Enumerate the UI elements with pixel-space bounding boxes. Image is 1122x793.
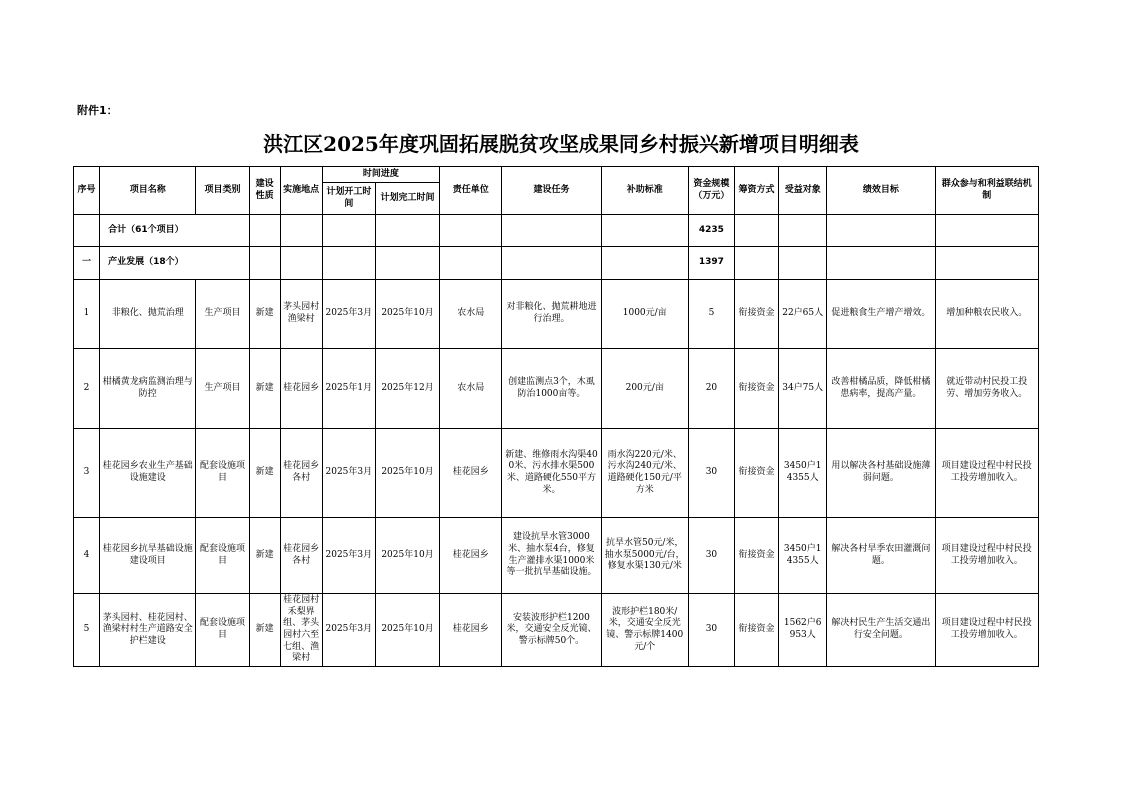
row-unit: 农水局 bbox=[440, 280, 502, 349]
total-funds: 4235 bbox=[688, 215, 734, 247]
header-task: 建设任务 bbox=[502, 167, 601, 215]
cell bbox=[601, 215, 688, 247]
row-mechanism: 项目建设过程中村民投工投劳增加收入。 bbox=[935, 518, 1038, 594]
row-start: 2025年1月 bbox=[322, 349, 375, 429]
cell bbox=[249, 215, 280, 247]
table-row bbox=[74, 429, 1039, 518]
row-category: 生产项目 bbox=[196, 349, 249, 429]
header-subsidy: 补助标准 bbox=[601, 167, 688, 215]
row-no: 2 bbox=[74, 349, 100, 429]
row-location: 桂花园乡 bbox=[280, 349, 322, 429]
row-funds: 20 bbox=[688, 349, 734, 429]
row-location: 桂花园乡各村 bbox=[280, 518, 322, 594]
row-end: 2025年10月 bbox=[375, 280, 439, 349]
row-goal: 促进粮食生产增产增效。 bbox=[827, 280, 935, 349]
row-task: 新建、维修雨水沟渠400米、污水排水渠500米、道路硬化550平方米。 bbox=[502, 429, 601, 518]
header-mechanism: 群众参与和利益联结机制 bbox=[935, 167, 1038, 215]
cell bbox=[935, 215, 1038, 247]
cell bbox=[502, 247, 601, 280]
row-funds: 5 bbox=[688, 280, 734, 349]
header-name: 项目名称 bbox=[100, 167, 196, 215]
row-location: 茅头园村渔梁村 bbox=[280, 280, 322, 349]
row-funding: 衔接资金 bbox=[735, 429, 779, 518]
row-nature: 新建 bbox=[249, 518, 280, 594]
row-start: 2025年3月 bbox=[322, 594, 375, 667]
row-beneficiary: 3450户14355人 bbox=[779, 518, 827, 594]
table-row bbox=[74, 349, 1039, 429]
cell bbox=[779, 215, 827, 247]
row-task: 对非粮化、抛荒耕地进行治理。 bbox=[502, 280, 601, 349]
row-funding: 衔接资金 bbox=[735, 349, 779, 429]
header-location: 实施地点 bbox=[280, 167, 322, 215]
row-goal: 改善柑橘品质，降低柑橘患病率，提高产量。 bbox=[827, 349, 935, 429]
row-category: 配套设施项目 bbox=[196, 429, 249, 518]
header-row-1 bbox=[74, 167, 1039, 183]
row-funds: 30 bbox=[688, 518, 734, 594]
row-task: 建设抗旱水管3000米、抽水泵4台，修复生产灌排水渠1000米等一批抗旱基础设施。 bbox=[502, 518, 601, 594]
row-subsidy: 抗旱水管50元/米，抽水泵5000元/台，修复水渠130元/米 bbox=[601, 518, 688, 594]
row-nature: 新建 bbox=[249, 594, 280, 667]
row-funds: 30 bbox=[688, 594, 734, 667]
row-mechanism: 项目建设过程中村民投工投劳增加收入。 bbox=[935, 429, 1038, 518]
header-funding: 筹资方式 bbox=[735, 167, 779, 215]
cell bbox=[601, 247, 688, 280]
section-no: 一 bbox=[74, 247, 100, 280]
row-no: 1 bbox=[74, 280, 100, 349]
row-no: 4 bbox=[74, 518, 100, 594]
table-row bbox=[74, 594, 1039, 667]
row-goal: 解决村民生产生活交通出行安全问题。 bbox=[827, 594, 935, 667]
row-subsidy: 雨水沟220元/米、污水沟240元/米、道路硬化150元/平方米 bbox=[601, 429, 688, 518]
header-nature: 建设性质 bbox=[249, 167, 280, 215]
row-category: 配套设施项目 bbox=[196, 594, 249, 667]
row-task: 安装波形护栏1200米，交通安全反光镜、警示标牌50个。 bbox=[502, 594, 601, 667]
cell bbox=[440, 247, 502, 280]
table-row bbox=[74, 518, 1039, 594]
row-funding: 衔接资金 bbox=[735, 280, 779, 349]
cell bbox=[502, 215, 601, 247]
row-name: 非粮化、抛荒治理 bbox=[100, 280, 196, 349]
cell bbox=[440, 215, 502, 247]
header-no: 序号 bbox=[74, 167, 100, 215]
cell bbox=[375, 215, 439, 247]
row-goal: 用以解决各村基础设施薄弱问题。 bbox=[827, 429, 935, 518]
row-nature: 新建 bbox=[249, 349, 280, 429]
row-nature: 新建 bbox=[249, 429, 280, 518]
row-no: 5 bbox=[74, 594, 100, 667]
row-name: 茅头园村、桂花园村、渔梁村村生产道路安全护栏建设 bbox=[100, 594, 196, 667]
cell bbox=[735, 247, 779, 280]
row-beneficiary: 3450户14355人 bbox=[779, 429, 827, 518]
cell bbox=[322, 247, 375, 280]
row-mechanism: 增加种粮农民收入。 bbox=[935, 280, 1038, 349]
row-end: 2025年12月 bbox=[375, 349, 439, 429]
row-unit: 农水局 bbox=[440, 349, 502, 429]
row-mechanism: 就近带动村民投工投劳、增加劳务收入。 bbox=[935, 349, 1038, 429]
attachment-label: 附件1： bbox=[77, 104, 118, 117]
total-row bbox=[74, 215, 1039, 247]
row-unit: 桂花园乡 bbox=[440, 518, 502, 594]
total-label: 合计（61个项目） bbox=[100, 215, 249, 247]
section-row bbox=[74, 247, 1039, 280]
row-no: 3 bbox=[74, 429, 100, 518]
row-unit: 桂花园乡 bbox=[440, 429, 502, 518]
row-funding: 衔接资金 bbox=[735, 594, 779, 667]
row-beneficiary: 1562户6953人 bbox=[779, 594, 827, 667]
cell bbox=[280, 215, 322, 247]
cell bbox=[779, 247, 827, 280]
table-row bbox=[74, 280, 1039, 349]
row-funds: 30 bbox=[688, 429, 734, 518]
row-category: 配套设施项目 bbox=[196, 518, 249, 594]
header-start: 计划开工时间 bbox=[322, 183, 375, 215]
row-name: 柑橘黄龙病监测治理与防控 bbox=[100, 349, 196, 429]
row-end: 2025年10月 bbox=[375, 429, 439, 518]
header-schedule: 时间进度 bbox=[322, 167, 439, 183]
row-unit: 桂花园乡 bbox=[440, 594, 502, 667]
row-subsidy: 波形护栏180米/米，交通安全反光镜、警示标牌1400元/个 bbox=[601, 594, 688, 667]
cell bbox=[827, 247, 935, 280]
section-label: 产业发展（18个） bbox=[100, 247, 249, 280]
row-beneficiary: 34户75人 bbox=[779, 349, 827, 429]
header-funds: 资金规模（万元） bbox=[688, 167, 734, 215]
row-category: 生产项目 bbox=[196, 280, 249, 349]
header-goal: 绩效目标 bbox=[827, 167, 935, 215]
cell bbox=[74, 215, 100, 247]
row-mechanism: 项目建设过程中村民投工投劳增加收入。 bbox=[935, 594, 1038, 667]
row-nature: 新建 bbox=[249, 280, 280, 349]
row-funding: 衔接资金 bbox=[735, 518, 779, 594]
row-start: 2025年3月 bbox=[322, 280, 375, 349]
header-unit: 责任单位 bbox=[440, 167, 502, 215]
row-start: 2025年3月 bbox=[322, 429, 375, 518]
cell bbox=[735, 215, 779, 247]
header-beneficiary: 受益对象 bbox=[779, 167, 827, 215]
cell bbox=[280, 247, 322, 280]
row-start: 2025年3月 bbox=[322, 518, 375, 594]
row-end: 2025年10月 bbox=[375, 518, 439, 594]
row-location: 桂花园村禾梨界组、茅头园村六至七组、渔梁村 bbox=[280, 594, 322, 667]
row-name: 桂花园乡抗旱基础设施建设项目 bbox=[100, 518, 196, 594]
document-title: 洪江区2025年度巩固拓展脱贫攻坚成果同乡村振兴新增项目明细表 bbox=[263, 132, 859, 156]
row-subsidy: 1000元/亩 bbox=[601, 280, 688, 349]
project-table bbox=[73, 166, 1039, 667]
row-beneficiary: 22户65人 bbox=[779, 280, 827, 349]
cell bbox=[827, 215, 935, 247]
cell bbox=[935, 247, 1038, 280]
header-category: 项目类别 bbox=[196, 167, 249, 215]
row-end: 2025年10月 bbox=[375, 594, 439, 667]
section-funds: 1397 bbox=[688, 247, 734, 280]
cell bbox=[375, 247, 439, 280]
cell bbox=[322, 215, 375, 247]
header-end: 计划完工时间 bbox=[375, 183, 439, 215]
row-goal: 解决各村旱季农田灌溉问题。 bbox=[827, 518, 935, 594]
row-location: 桂花园乡各村 bbox=[280, 429, 322, 518]
row-subsidy: 200元/亩 bbox=[601, 349, 688, 429]
row-name: 桂花园乡农业生产基础设施建设 bbox=[100, 429, 196, 518]
cell bbox=[249, 247, 280, 280]
row-task: 创建监测点3个，木虱防治1000亩等。 bbox=[502, 349, 601, 429]
